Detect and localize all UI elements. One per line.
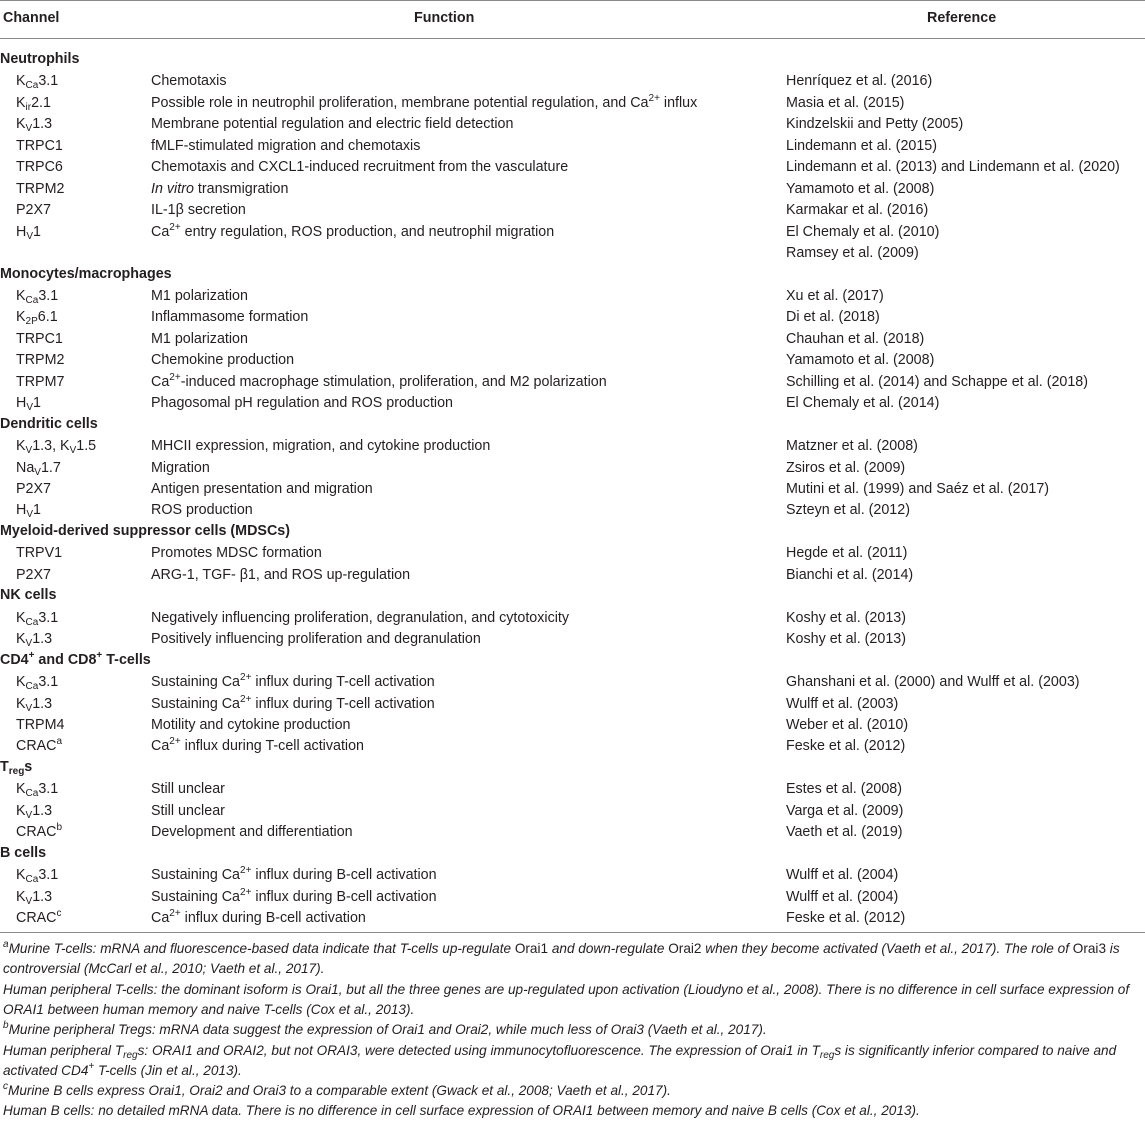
group-title: Myeloid-derived suppressor cells (MDSCs) [0, 522, 290, 539]
function-cell: MHCII expression, migration, and cytokine production [151, 438, 491, 455]
channel-cell: $Na_V1.7$ [16, 459, 61, 478]
function-cell: Motility and cytokine production [151, 716, 351, 733]
channel-cell: $K_{Ca}3.1$ [16, 867, 59, 886]
bottom-rule [0, 932, 1145, 933]
channel-cell: $K_{Ca}3.1$ [16, 781, 59, 800]
function-cell: Sustaining $Ca^{2+}$ influx during B-cell activation [151, 865, 437, 884]
function-cell: M1 polarization [151, 330, 248, 347]
channel-cell: $K_{2P}6.1$ [16, 309, 58, 328]
top-rule [0, 0, 1145, 1]
channel-cell: TRPM2 [16, 180, 65, 197]
reference-cell: Hegde et al. (2011) [786, 545, 908, 562]
channel-cell: TRPM7 [16, 373, 65, 390]
channel-cell: TRPC6 [16, 159, 63, 176]
reference-cell: Weber et al. (2010) [786, 716, 909, 733]
channel-cell: CRAC$^a$ [16, 736, 63, 755]
group-title: $T_{reg}s$ [0, 758, 33, 777]
channel-cell: TRPC1 [16, 137, 63, 154]
function-cell: Chemokine production [151, 352, 295, 369]
function-cell: $Ca^{2+}$ entry regulation, ROS production, and neutrophil migration [151, 221, 555, 240]
reference-cell: Yamamoto et al. (2008) [786, 352, 935, 369]
reference-cell: Masia et al. (2015) [786, 94, 905, 111]
channel-cell: $K_V1.3$ [16, 888, 53, 907]
function-cell: ARG-1, TGF- β1, and ROS up-regulation [151, 566, 411, 583]
channel-cell: $K_V1.3$ [16, 631, 53, 650]
function-cell: $Ca^{2+}$ influx during B-cell activation [151, 908, 366, 926]
channel-cell: $H_V1$ [16, 502, 41, 521]
footnote-line: $^a$Murine T-cells: mRNA and fluorescence-based data indicate that T-cells up-regulate Orai1 and down-regulate Orai2 when they become activated (Vaeth et al., 2017). The role of Orai3 is [3, 939, 1120, 956]
reference-cell: Koshy et al. (2013) [786, 631, 907, 648]
function-cell: Still unclear [151, 802, 225, 819]
function-cell: Positively influencing proliferation and degranulation [151, 631, 481, 648]
reference-cell: Wulff et al. (2003) [786, 695, 899, 712]
channel-cell: $H_V1$ [16, 223, 41, 242]
function-cell: M1 polarization [151, 287, 248, 304]
reference-cell: Matzner et al. (2008) [786, 438, 918, 455]
function-cell: Inflammasome formation [151, 309, 309, 326]
reference-cell: El Chemaly et al. (2010) [786, 223, 940, 240]
function-cell: IL-1β secretion [151, 202, 246, 219]
reference-cell: Estes et al. (2008) [786, 781, 903, 798]
reference-cell: Vaeth et al. (2019) [786, 824, 903, 841]
function-cell: Sustaining $Ca^{2+}$ influx during B-cell activation [151, 886, 437, 905]
function-cell: Sustaining $Ca^{2+}$ influx during T-cell activation [151, 672, 435, 691]
channel-cell: $K_{Ca}3.1$ [16, 287, 59, 306]
function-cell: Promotes MDSC formation [151, 545, 322, 562]
reference-cell: Lindemann et al. (2013) and Lindemann et al. (2020) [786, 159, 1120, 176]
footnote-line: activated CD4+ T-cells (Jin et al., 2013). [3, 1060, 242, 1078]
function-cell: fMLF-stimulated migration and chemotaxis [151, 137, 421, 154]
reference-cell: Ghanshani et al. (2000) and Wulff et al. (2003) [786, 674, 1080, 691]
function-cell: Negatively influencing proliferation, degranulation, and cytotoxicity [151, 609, 570, 626]
function-cell: Antigen presentation and migration [151, 481, 373, 497]
header-channel: Channel [3, 10, 60, 26]
function-cell: Still unclear [151, 781, 225, 798]
group-title: Neutrophils [0, 51, 80, 67]
channel-cell: $K_{Ca}3.1$ [16, 674, 59, 693]
channel-cell: $K_V1.3$, $K_V1.5$ [16, 438, 97, 457]
channel-cell: CRAC$^b$ [16, 822, 63, 841]
function-cell: Chemotaxis [151, 73, 227, 90]
function-cell: Phagosomal pH regulation and ROS production [151, 395, 454, 412]
channel-cell: $K_{ir}2.1$ [16, 94, 51, 113]
function-cell: ROS production [151, 502, 253, 519]
reference-cell: Chauhan et al. (2018) [786, 330, 925, 347]
function-cell: Sustaining $Ca^{2+}$ influx during T-cell activation [151, 693, 435, 712]
channel-cell: TRPM2 [16, 352, 65, 369]
reference-cell: Zsiros et al. (2009) [786, 459, 906, 476]
reference-cell: Ramsey et al. (2009) [786, 245, 919, 262]
group-title: NK cells [0, 587, 57, 604]
reference-cell: Schilling et al. (2014) and Schappe et al. (2018) [786, 373, 1089, 390]
footnote-line: Human peripheral $T_{reg}s$: ORAI1 and ORAI2, but not ORAI3, were detected using immunocytofluorescence. The expression of Orai1 in $T_{reg}s$ is significantly inferior compared to naive and [3, 1042, 1117, 1061]
header-function: Function [414, 10, 475, 26]
function-cell: $Ca^{2+}$ influx during T-cell activation [151, 736, 364, 755]
reference-cell: Szteyn et al. (2012) [786, 502, 910, 519]
reference-cell: Xu et al. (2017) [786, 287, 884, 304]
footnote-line: ORAI1 between human memory and naive T-cells (Cox et al., 2013). [3, 1001, 415, 1017]
channel-cell: $K_{Ca}3.1$ [16, 73, 59, 92]
reference-cell: Koshy et al. (2013) [786, 609, 907, 626]
function-cell: Migration [151, 459, 210, 476]
reference-cell: Bianchi et al. (2014) [786, 566, 914, 583]
reference-cell: Kindzelskii and Petty (2005) [786, 116, 964, 133]
header-rule [0, 38, 1145, 39]
reference-cell: Di et al. (2018) [786, 309, 880, 326]
footnote-line: Human B cells: no detailed mRNA data. There is no difference in cell surface expression of ORAI1 between memory and naive B cells (Cox et al., 2013). [3, 1103, 920, 1119]
reference-cell: Varga et al. (2009) [786, 802, 904, 819]
function-cell: In vitro transmigration [151, 180, 289, 197]
channel-cell: $K_V1.3$ [16, 695, 53, 714]
function-cell: $Ca^{2+}$-induced macrophage stimulation, proliferation, and M2 polarization [151, 371, 607, 390]
reference-cell: Yamamoto et al. (2008) [786, 180, 935, 197]
group-title: CD4+ and CD8+ T-cells [0, 649, 151, 668]
reference-cell: Lindemann et al. (2015) [786, 137, 938, 154]
reference-cell: Karmakar et al. (2016) [786, 202, 929, 219]
channel-cell: $H_V1$ [16, 395, 41, 414]
reference-cell: Mutini et al. (1999) and Saéz et al. (2017) [786, 481, 1050, 497]
group-title: Dendritic cells [0, 415, 98, 432]
channel-cell: TRPM4 [16, 716, 65, 733]
function-cell: Possible role in neutrophil proliferation, membrane potential regulation, and $Ca^{2+}$ influx [151, 92, 698, 111]
group-title: B cells [0, 844, 47, 861]
footnote-line: $^c$Murine B cells express Orai1, Orai2 and Orai3 to a comparable extent (Gwack et al., 2008; Vaeth et al., 2017). [3, 1081, 671, 1099]
reference-cell: Henríquez et al. (2016) [786, 73, 933, 90]
function-cell: Membrane potential regulation and electric field detection [151, 116, 514, 133]
channel-cell: P2X7 [16, 481, 51, 497]
function-cell: Development and differentiation [151, 824, 353, 841]
reference-cell: El Chemaly et al. (2014) [786, 395, 940, 412]
channel-cell: $K_V1.3$ [16, 802, 53, 821]
channel-cell: P2X7 [16, 202, 51, 219]
footnote-line: controversial (McCarl et al., 2010; Vaeth et al., 2017). [3, 961, 325, 977]
reference-cell: Wulff et al. (2004) [786, 888, 899, 905]
channel-cell: $K_V1.3$ [16, 116, 53, 135]
reference-cell: Wulff et al. (2004) [786, 867, 899, 884]
channel-cell: P2X7 [16, 566, 51, 583]
function-cell: Chemotaxis and CXCL1-induced recruitment from the vasculature [151, 159, 569, 176]
group-title: Monocytes/macrophages [0, 265, 172, 282]
channel-cell: $K_{Ca}3.1$ [16, 609, 59, 628]
header-reference: Reference [927, 10, 997, 26]
footnote-line: Human peripheral T-cells: the dominant isoform is Orai1, but all the three genes are up-regulated upon activation (Lioudyno et al., 2008). There is no difference in cell surface expression of [3, 981, 1130, 997]
footnote-line: $^b$Murine peripheral Tregs: mRNA data suggest the expression of Orai1 and Orai2, while much less of Orai3 (Vaeth et al., 2017). [3, 1020, 767, 1038]
reference-cell: Feske et al. (2012) [786, 738, 906, 755]
channel-cell: TRPC1 [16, 330, 63, 347]
channel-cell: TRPV1 [16, 545, 63, 562]
channel-cell: CRAC$^c$ [16, 908, 62, 926]
reference-cell: Feske et al. (2012) [786, 910, 906, 926]
